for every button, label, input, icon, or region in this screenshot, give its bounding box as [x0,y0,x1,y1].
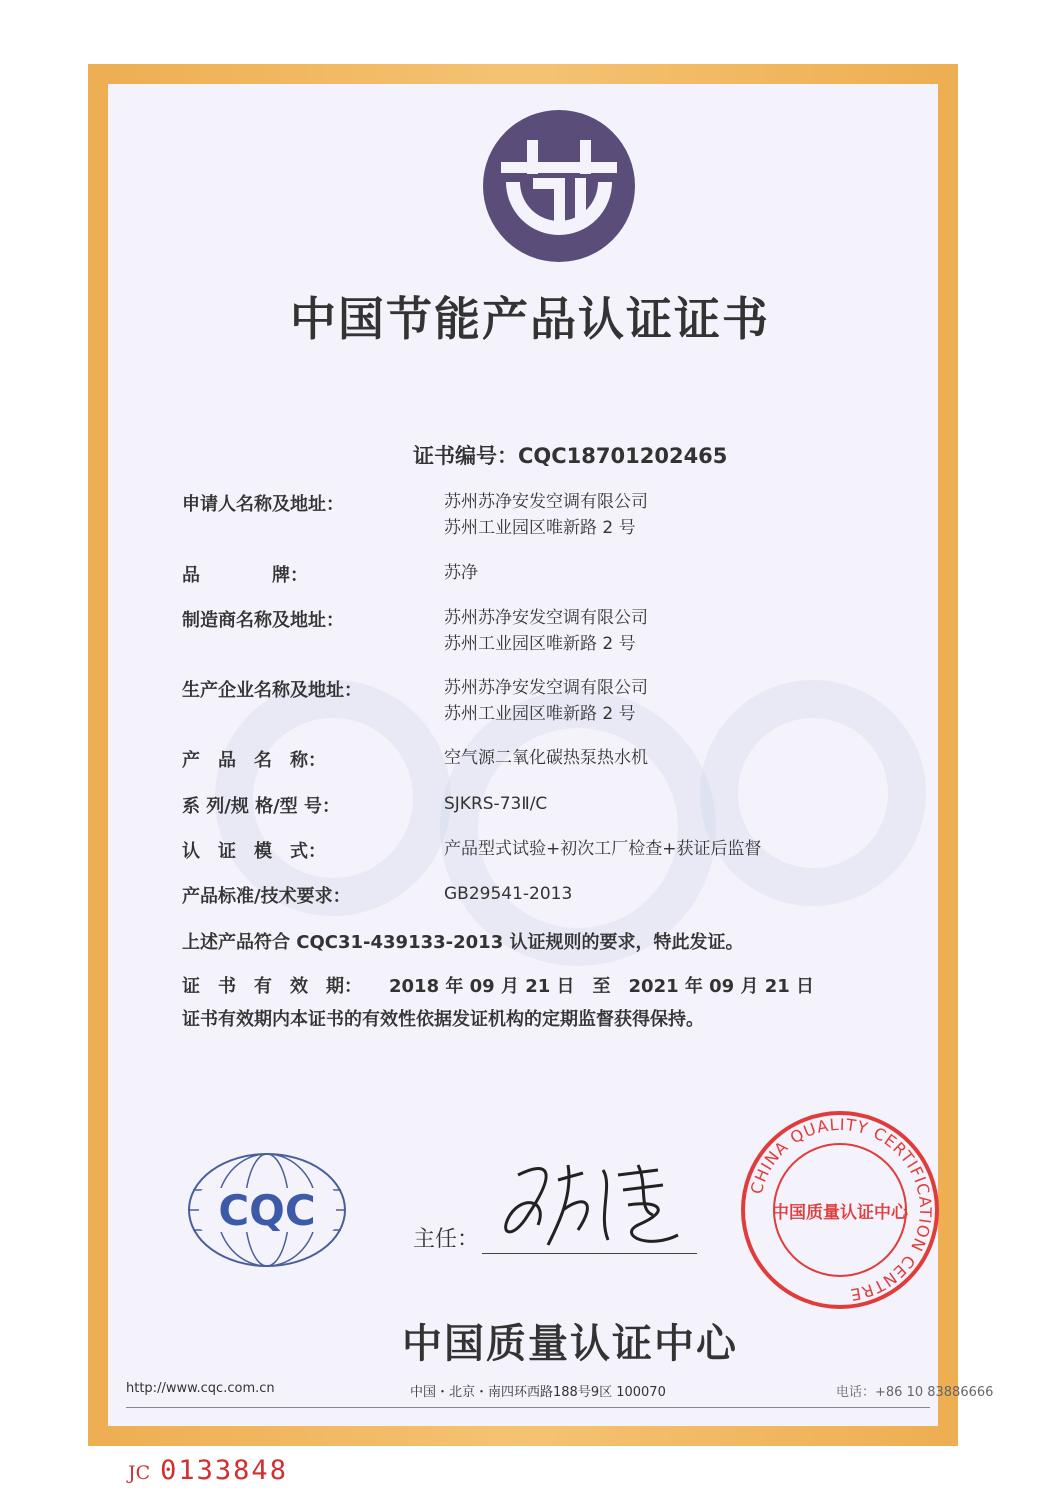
compliance-statement: 上述产品符合 CQC31-439133-2013 认证规则的要求，特此发证。 [182,932,744,953]
field-value: 苏州苏净安发空调有限公司 [444,678,648,698]
field-label: 申请人名称及地址： [182,494,344,515]
field-value: 苏州工业园区唯新路 2 号 [444,704,636,724]
serial-value: 0133848 [160,1455,288,1486]
field-value: 空气源二氧化碳热泵热水机 [444,748,648,768]
issuing-organization: 中国质量认证中心 [402,1321,738,1367]
footer-divider [126,1407,930,1408]
field-label: 产品标准/技术要求： [182,886,351,907]
field-value: 苏净 [444,563,478,583]
field-label: 产 品 名 称： [182,750,326,771]
field-label: 系 列/规 格/型 号： [182,796,340,817]
cqc-logo-icon [185,1150,350,1270]
validity-note: 证书有效期内本证书的有效性依据发证机构的定期监督获得保持。 [182,1009,704,1030]
field-label: 生产企业名称及地址： [182,680,362,701]
seal-outer-text: CHINA QUALITY CERTIFICATION CENTRE [746,1114,936,1305]
footer-website: http://www.cqc.com.cn [126,1381,275,1396]
signature-label: 主任： [413,1227,480,1252]
field-value: 苏州苏净安发空调有限公司 [444,492,648,512]
field-value: GB29541-2013 [444,884,573,904]
field-label: 品 牌： [182,565,308,586]
certificate-title: 中国节能产品认证证书 [290,292,770,346]
field-label: 制造商名称及地址： [182,610,344,631]
energy-saving-emblem-icon [483,110,635,262]
serial-prefix: JC [128,1462,151,1484]
field-value: 产品型式试验+初次工厂检查+获证后监督 [444,839,762,859]
field-value: 苏州工业园区唯新路 2 号 [444,634,636,654]
serial-number [128,1455,288,1486]
certificate-number: 证书编号：CQC18701202465 [413,444,728,468]
field-label: 认 证 模 式： [182,841,326,862]
seal-inner-text: 中国质量认证中心 [772,1203,908,1223]
director-signature-icon [488,1155,698,1260]
validity-period: 证 书 有 效 期： 2018 年 09 月 21 日 至 2021 年 09 月 21 日 [182,976,815,997]
field-value: 苏州工业园区唯新路 2 号 [444,518,636,538]
footer-phone: 电话：+86 10 83886666 [836,1385,994,1400]
footer-address: 中国・北京・南四环西路188号9区 100070 [410,1385,666,1400]
cqc-logo-text: CQC [218,1186,316,1235]
field-value: SJKRS-73Ⅱ/C [444,794,548,814]
official-seal-icon [740,1110,940,1310]
watermark-ring-center [440,690,716,966]
field-value: 苏州苏净安发空调有限公司 [444,608,648,628]
watermark-ring-right [700,680,926,906]
